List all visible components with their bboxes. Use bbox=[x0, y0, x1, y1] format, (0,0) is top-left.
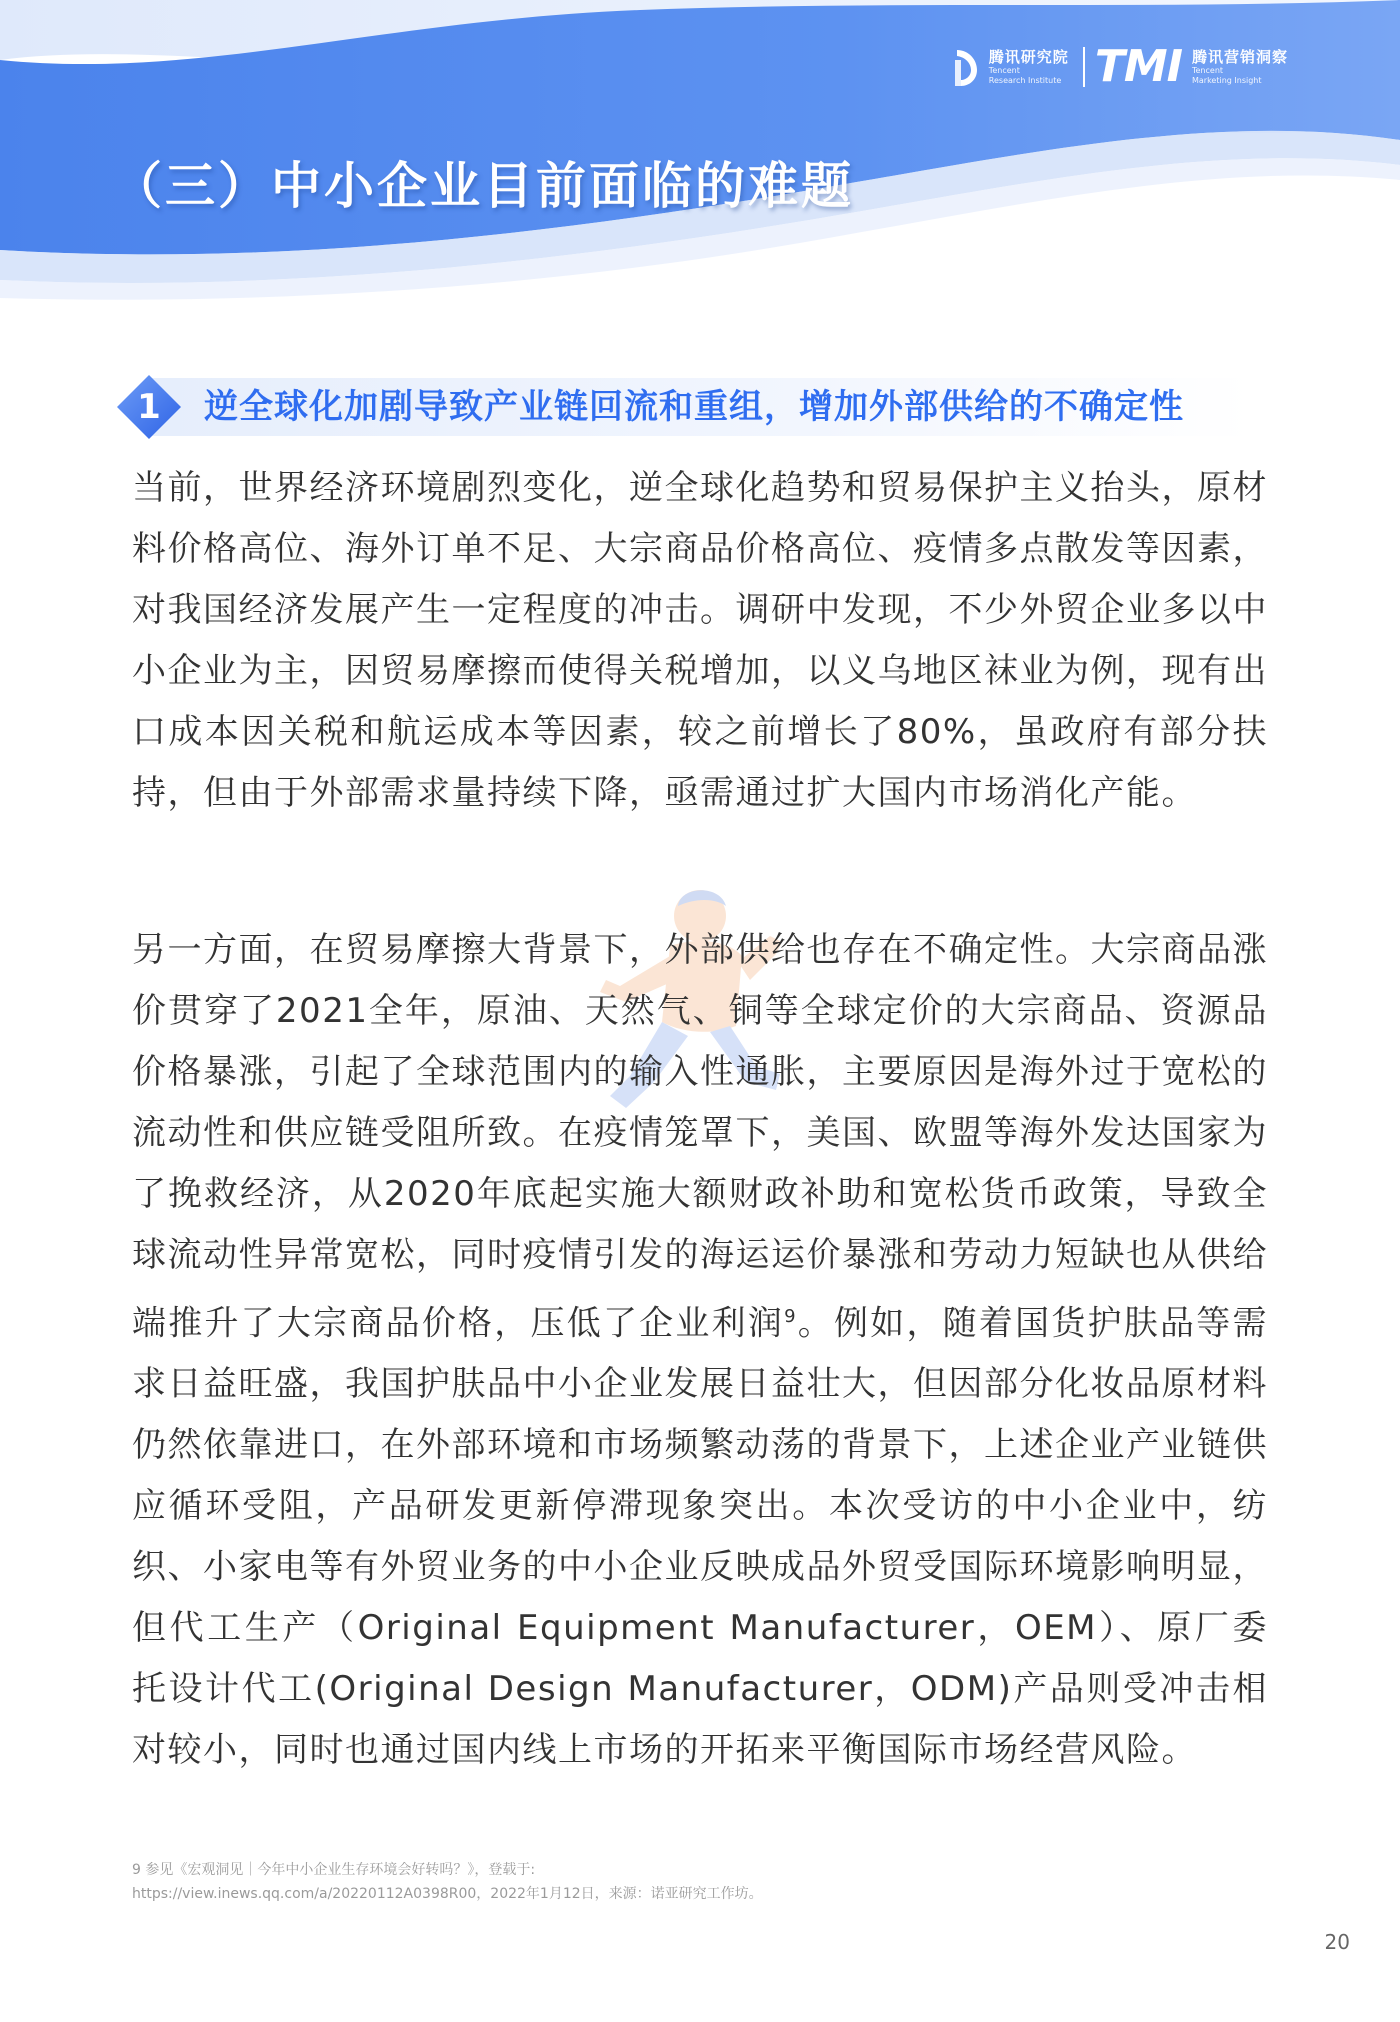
page-title: （三）中小企业目前面临的难题 bbox=[112, 157, 854, 215]
footnote-line-1: 9 参见《宏观洞见｜今年中小企业生存环境会好转吗？》，登载于: bbox=[132, 1862, 536, 1878]
tencent-marketing-en-2: Marketing Insight bbox=[1191, 76, 1262, 85]
section-heading bbox=[112, 372, 1252, 442]
section-title: 逆全球化加剧导致产业链回流和重组，增加外部供给的不确定性 bbox=[204, 387, 1184, 427]
page-number: 20 bbox=[1324, 1930, 1350, 1954]
footnote-reference[interactable]: 9 bbox=[784, 1306, 798, 1327]
paragraph-1: 当前，世界经济环境剧烈变化，逆全球化趋势和贸易保护主义抬头，原材料价格高位、海外订单不足、大宗商品价格高位、疫情多点散发等因素，对我国经济发展产生一定程度的冲击。调研中发现，不少外贸企业多以中小企业为主，因贸易摩擦而使得关税增加，以义乌地区袜业为例，现有出口成本因关税和航运成本等因素，较之前增长了80%，虽政府有部分扶持，但由于外部需求量持续下降，亟需通过扩大国内市场消化产能。 bbox=[132, 468, 1268, 813]
tencent-research-name: 腾讯研究院 bbox=[988, 48, 1069, 66]
tencent-marketing-en-1: Tencent bbox=[1191, 66, 1224, 75]
tencent-research-en-2: Research Institute bbox=[988, 76, 1062, 85]
tencent-research-en-1: Tencent bbox=[988, 66, 1020, 75]
paragraph-2-part-b: 。例如，随着国货护肤品等需求日益旺盛，我国护肤品中小企业发展日益壮大，但因部分化妆品原材料仍然依靠进口，在外部环境和市场频繁动荡的背景下，上述企业产业链供应循环受阻，产品研发更新停滞现象突出。本次受访的中小企业中，纺织、小家电等有外贸业务的中小企业反映成品外贸受国际环境影响明显，但代工生产（Original Equipment Manufacturer，OEM）、原厂委托设计代工(Original Design Manufacturer，ODM)产品则受冲击相对较小，同时也通过国内线上市场的开拓来平衡国际市场经营风险。 bbox=[132, 1303, 1269, 1771]
paragraph-2-part-a: 另一方面，在贸易摩擦大背景下，外部供给也存在不确定性。大宗商品涨价贯穿了2021全年，原油、天然气、铜等全球定价的大宗商品、资源品价格暴涨，引起了全球范围内的输入性通胀，主要原因是海外过于宽松的流动性和供应链受阻所致。在疫情笼罩下，美国、欧盟等海外发达国家为了挽救经济，从2020年底起实施大额财政补助和宽松货币政策，导致全球流动性异常宽松，同时疫情引发的海运运价暴涨和劳动力短缺也从供给端推升了大宗商品价格，压低了企业利润 bbox=[132, 930, 1268, 1344]
tencent-marketing-logo-text bbox=[1192, 48, 1288, 86]
header-logos bbox=[951, 41, 1288, 92]
footnote-link[interactable]: https://view.inews.qq.com/a/20220112A0398R00，2022年1月12日，来源：诺亚研究工作坊。 bbox=[132, 1886, 763, 1902]
footnote bbox=[132, 1858, 763, 1906]
tencent-research-logo-icon bbox=[951, 46, 981, 88]
section-number: 1 bbox=[137, 387, 161, 427]
tmi-logo: TMI bbox=[1094, 41, 1182, 92]
paragraph-2 bbox=[132, 920, 1268, 1781]
tencent-marketing-name: 腾讯营销洞察 bbox=[1191, 48, 1288, 66]
tencent-research-logo-text bbox=[989, 48, 1069, 86]
logo-divider bbox=[1083, 47, 1085, 87]
